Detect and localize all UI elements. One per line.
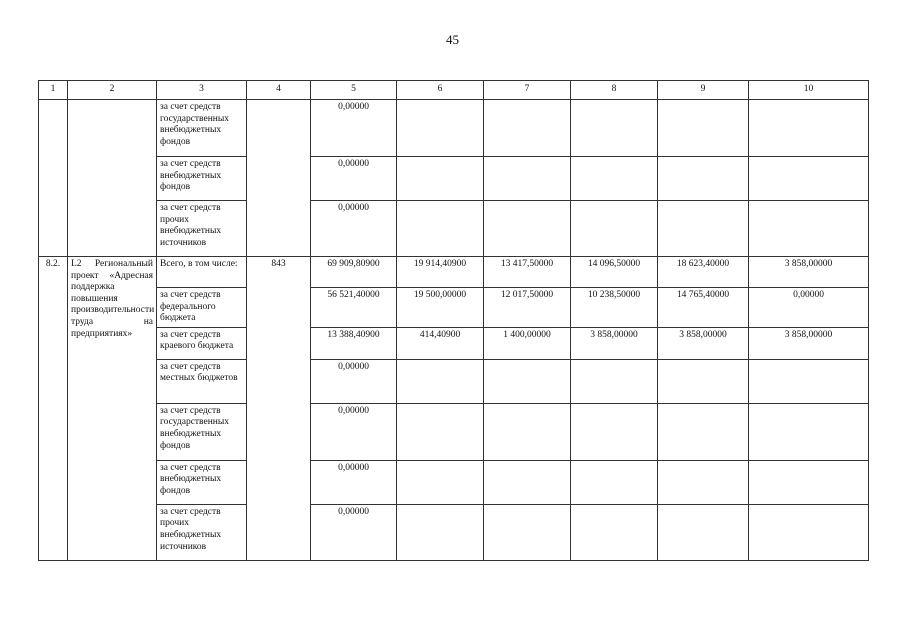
source-label: за счет средств краевого бюджета bbox=[157, 327, 247, 359]
source-label: за счет средств местных бюджетов bbox=[157, 359, 247, 403]
value-cell: 414,40900 bbox=[397, 327, 484, 359]
header-row bbox=[39, 81, 869, 100]
budget-table bbox=[38, 80, 869, 561]
value-cell: 19 500,00000 bbox=[397, 288, 484, 328]
item-number: 8.2. bbox=[39, 257, 68, 561]
page-number: 45 bbox=[446, 32, 459, 47]
table-row bbox=[39, 504, 869, 560]
table-row bbox=[39, 403, 869, 460]
col-header: 9 bbox=[658, 81, 749, 100]
table-row bbox=[39, 359, 869, 403]
value-cell: 14 096,50000 bbox=[571, 257, 658, 288]
value-cell: 0,00000 bbox=[311, 201, 397, 257]
source-label: за счет средств государственных внебюджетных фондов bbox=[157, 403, 247, 460]
source-label: за счет средств внебюджетных фондов bbox=[157, 157, 247, 201]
table-row bbox=[39, 157, 869, 201]
table-row bbox=[39, 100, 869, 157]
col-header: 1 bbox=[39, 81, 68, 100]
value-cell: 3 858,00000 bbox=[749, 327, 869, 359]
value-cell: 19 914,40900 bbox=[397, 257, 484, 288]
code-cell: 843 bbox=[247, 257, 311, 561]
value-cell: 0,00000 bbox=[311, 100, 397, 157]
source-label: за счет средств федерального бюджета bbox=[157, 288, 247, 328]
value-cell: 0,00000 bbox=[311, 157, 397, 201]
value-cell: 13 388,40900 bbox=[311, 327, 397, 359]
source-label: за счет средств государственных внебюджетных фондов bbox=[157, 100, 247, 157]
table-row bbox=[39, 460, 869, 504]
col-header: 6 bbox=[397, 81, 484, 100]
col-header: 10 bbox=[749, 81, 869, 100]
source-label: за счет средств внебюджетных фондов bbox=[157, 460, 247, 504]
code-cell bbox=[247, 100, 311, 257]
value-cell: 10 238,50000 bbox=[571, 288, 658, 328]
value-cell: 18 623,40000 bbox=[658, 257, 749, 288]
table-row bbox=[39, 201, 869, 257]
value-cell: 3 858,00000 bbox=[571, 327, 658, 359]
col-header: 8 bbox=[571, 81, 658, 100]
source-label: за счет средств прочих внебюджетных источников bbox=[157, 504, 247, 560]
value-cell: 0,00000 bbox=[311, 460, 397, 504]
col-header: 3 bbox=[157, 81, 247, 100]
source-label: за счет средств прочих внебюджетных источников bbox=[157, 201, 247, 257]
source-label: Всего, в том числе: bbox=[157, 257, 247, 288]
value-cell: 3 858,00000 bbox=[749, 257, 869, 288]
value-cell: 56 521,40000 bbox=[311, 288, 397, 328]
value-cell: 0,00000 bbox=[749, 288, 869, 328]
value-cell: 3 858,00000 bbox=[658, 327, 749, 359]
value-cell: 1 400,00000 bbox=[484, 327, 571, 359]
value-cell: 0,00000 bbox=[311, 504, 397, 560]
value-cell: 0,00000 bbox=[311, 403, 397, 460]
value-cell: 0,00000 bbox=[311, 359, 397, 403]
col-header: 5 bbox=[311, 81, 397, 100]
num-cell bbox=[39, 100, 68, 257]
col-header: 7 bbox=[484, 81, 571, 100]
value-cell: 14 765,40000 bbox=[658, 288, 749, 328]
col-header: 4 bbox=[247, 81, 311, 100]
value-cell: 69 909,80900 bbox=[311, 257, 397, 288]
project-name: L2 Региональный проект «Адресная поддержка повышения производительности труда на предприятиях» bbox=[68, 257, 157, 561]
table-row bbox=[39, 327, 869, 359]
table-row bbox=[39, 257, 869, 288]
name-cell bbox=[68, 100, 157, 257]
value-cell: 12 017,50000 bbox=[484, 288, 571, 328]
col-header: 2 bbox=[68, 81, 157, 100]
table-row bbox=[39, 288, 869, 328]
value-cell: 13 417,50000 bbox=[484, 257, 571, 288]
